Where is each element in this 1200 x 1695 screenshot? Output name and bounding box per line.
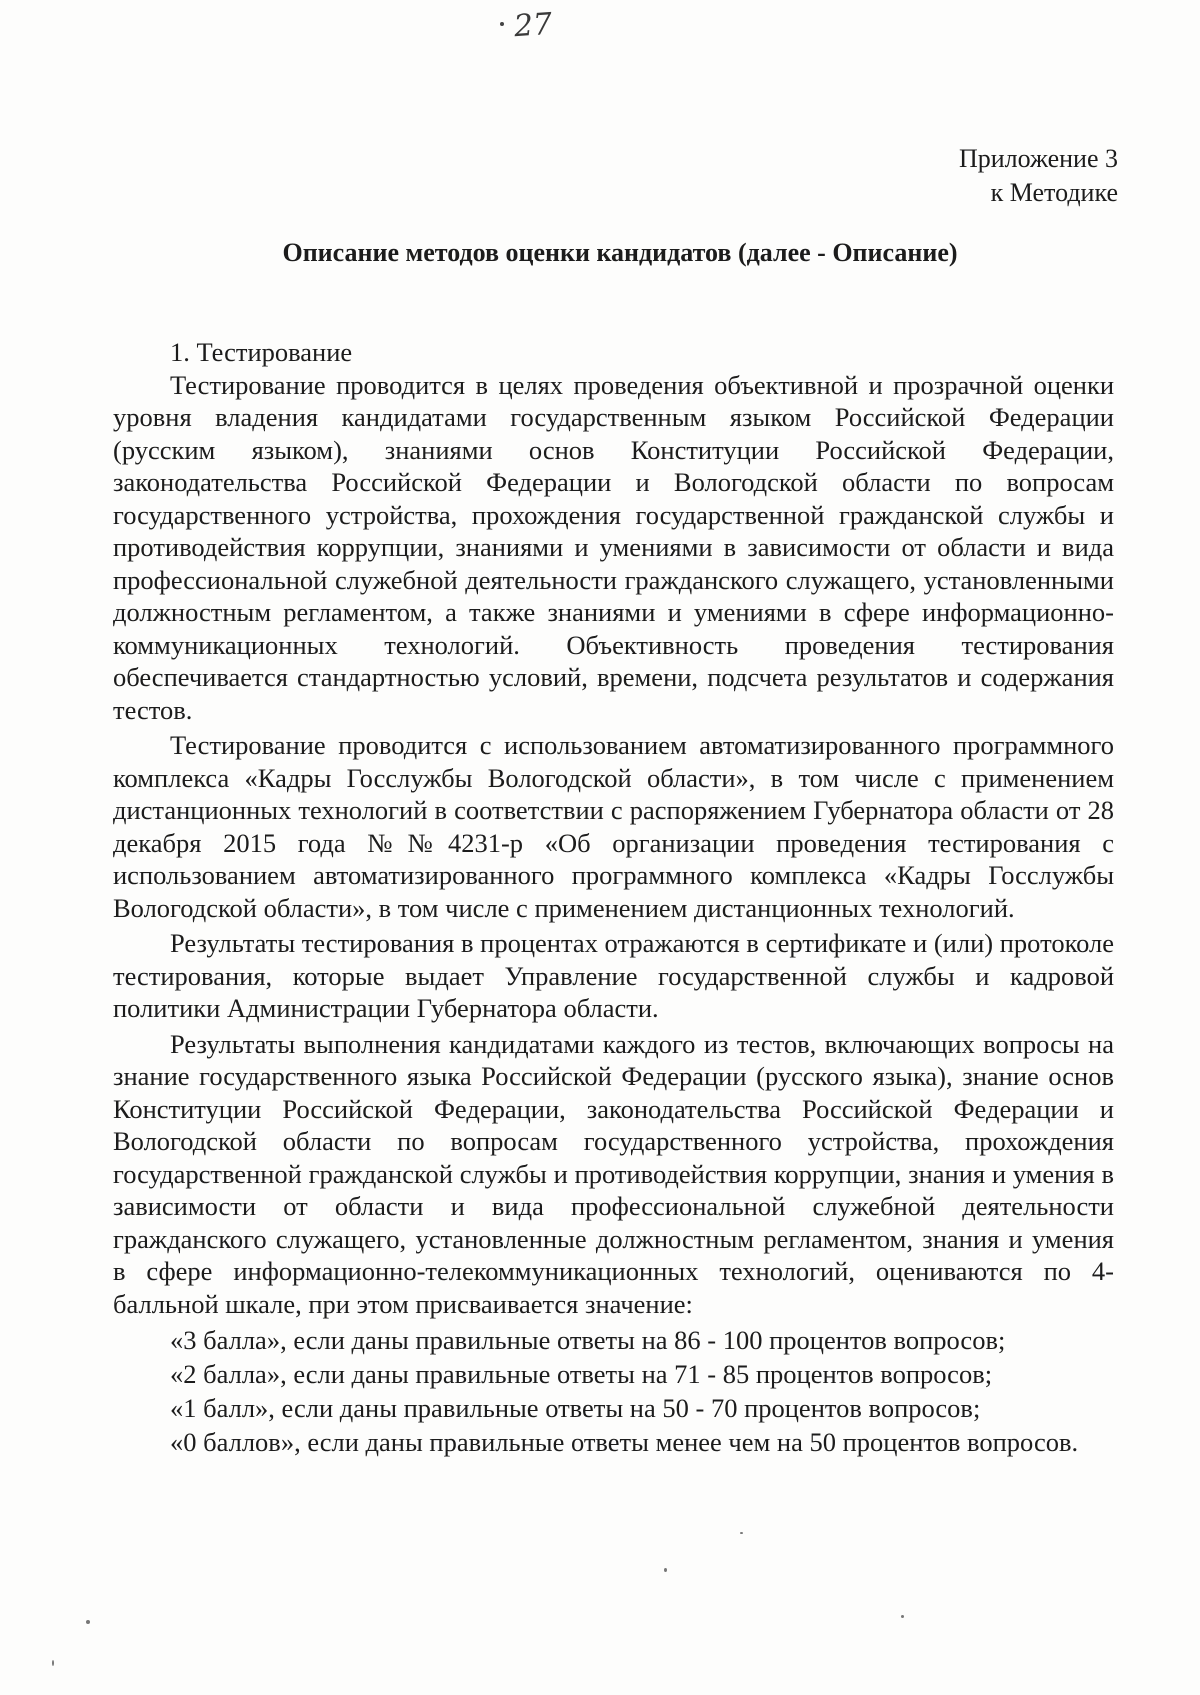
section-heading: 1. Тестирование: [170, 337, 353, 367]
grade-list: [113, 1323, 1114, 1459]
grade-item-3: «3 балла», если даны правильные ответы на 86 - 100 процентов вопросов;: [170, 1325, 1006, 1355]
appendix-line-1: Приложение 3: [958, 144, 1118, 173]
scan-speck: [86, 1620, 90, 1624]
document-body: [113, 336, 1114, 1459]
scan-speck: [52, 1660, 54, 1666]
handwritten-page-number: 27: [512, 6, 554, 45]
grade-item-0: «0 баллов», если даны правильные ответы менее чем на 50 процентов вопросов.: [170, 1427, 1079, 1457]
appendix-line-2: к Методике: [990, 178, 1118, 207]
grade-item-1: «1 балл», если даны правильные ответы на 50 - 70 процентов вопросов;: [170, 1393, 981, 1423]
scan-mark: [500, 22, 504, 26]
paragraph-results: Результаты тестирования в процентах отражаются в сертификате и (или) протоколе тестирования, которые выдает Управление государственной службы и кадровой политики Администрации Губернатора области.: [113, 928, 1114, 1023]
scan-speck: [664, 1568, 667, 1572]
scan-speck: [901, 1615, 904, 1618]
paragraph-method: Тестирование проводится с использованием автоматизированного программного комплекса «Кадры Госслужбы Вологодской области», в том числе с применением дистанционных технологий в соответствии с распоряжением Губернатора области от 28 декабря 2015 года №№4231-р «Об организации проведения тестирования с использованием автоматизированного программного комплекса «Кадры Госслужбы Вологодской области», в том числе с применением дистанционных технологий.: [113, 730, 1114, 923]
paragraph-purpose: Тестирование проводится в целях проведения объективной и прозрачной оценки уровня владения кандидатами государственным языком Российской Федерации (русским языком), знаниями основ Конституции Российской Федерации, законодательства Российской Федерации и Вологодской области по вопросам государственного устройства, прохождения государственной гражданской службы и противодействия коррупции, знаниями и умениями в зависимости от области и вида профессиональной служебной деятельности гражданского служащего, установленными должностным регламентом, а также знаниями и умениями в сфере информационно-коммуникационных технологий. Объективность проведения тестирования обеспечивается стандартностью условий, времени, подсчета результатов и содержания тестов.: [113, 369, 1114, 725]
document-title: Описание методов оценки кандидатов (далее - Описание): [282, 238, 958, 267]
scan-speck: [740, 1532, 743, 1534]
paragraph-scoring: Результаты выполнения кандидатами каждого из тестов, включающих вопросы на знание государственного языка Российской Федерации (русского языка), знание основ Конституции Российской Федерации, законодательства Российской Федерации и Вологодской области по вопросам государственного устройства, прохождения государственной гражданской службы и противодействия коррупции, знания и умения в зависимости от области и вида профессиональной служебной деятельности гражданского служащего, установленные должностным регламентом, знания и умения в сфере информационно-телекоммуникационных технологий, оцениваются по 4-балльной шкале, при этом присваивается значение:: [113, 1028, 1114, 1319]
grade-item-2: «2 балла», если даны правильные ответы на 71 - 85 процентов вопросов;: [170, 1359, 993, 1389]
appendix-reference: [959, 142, 1118, 210]
